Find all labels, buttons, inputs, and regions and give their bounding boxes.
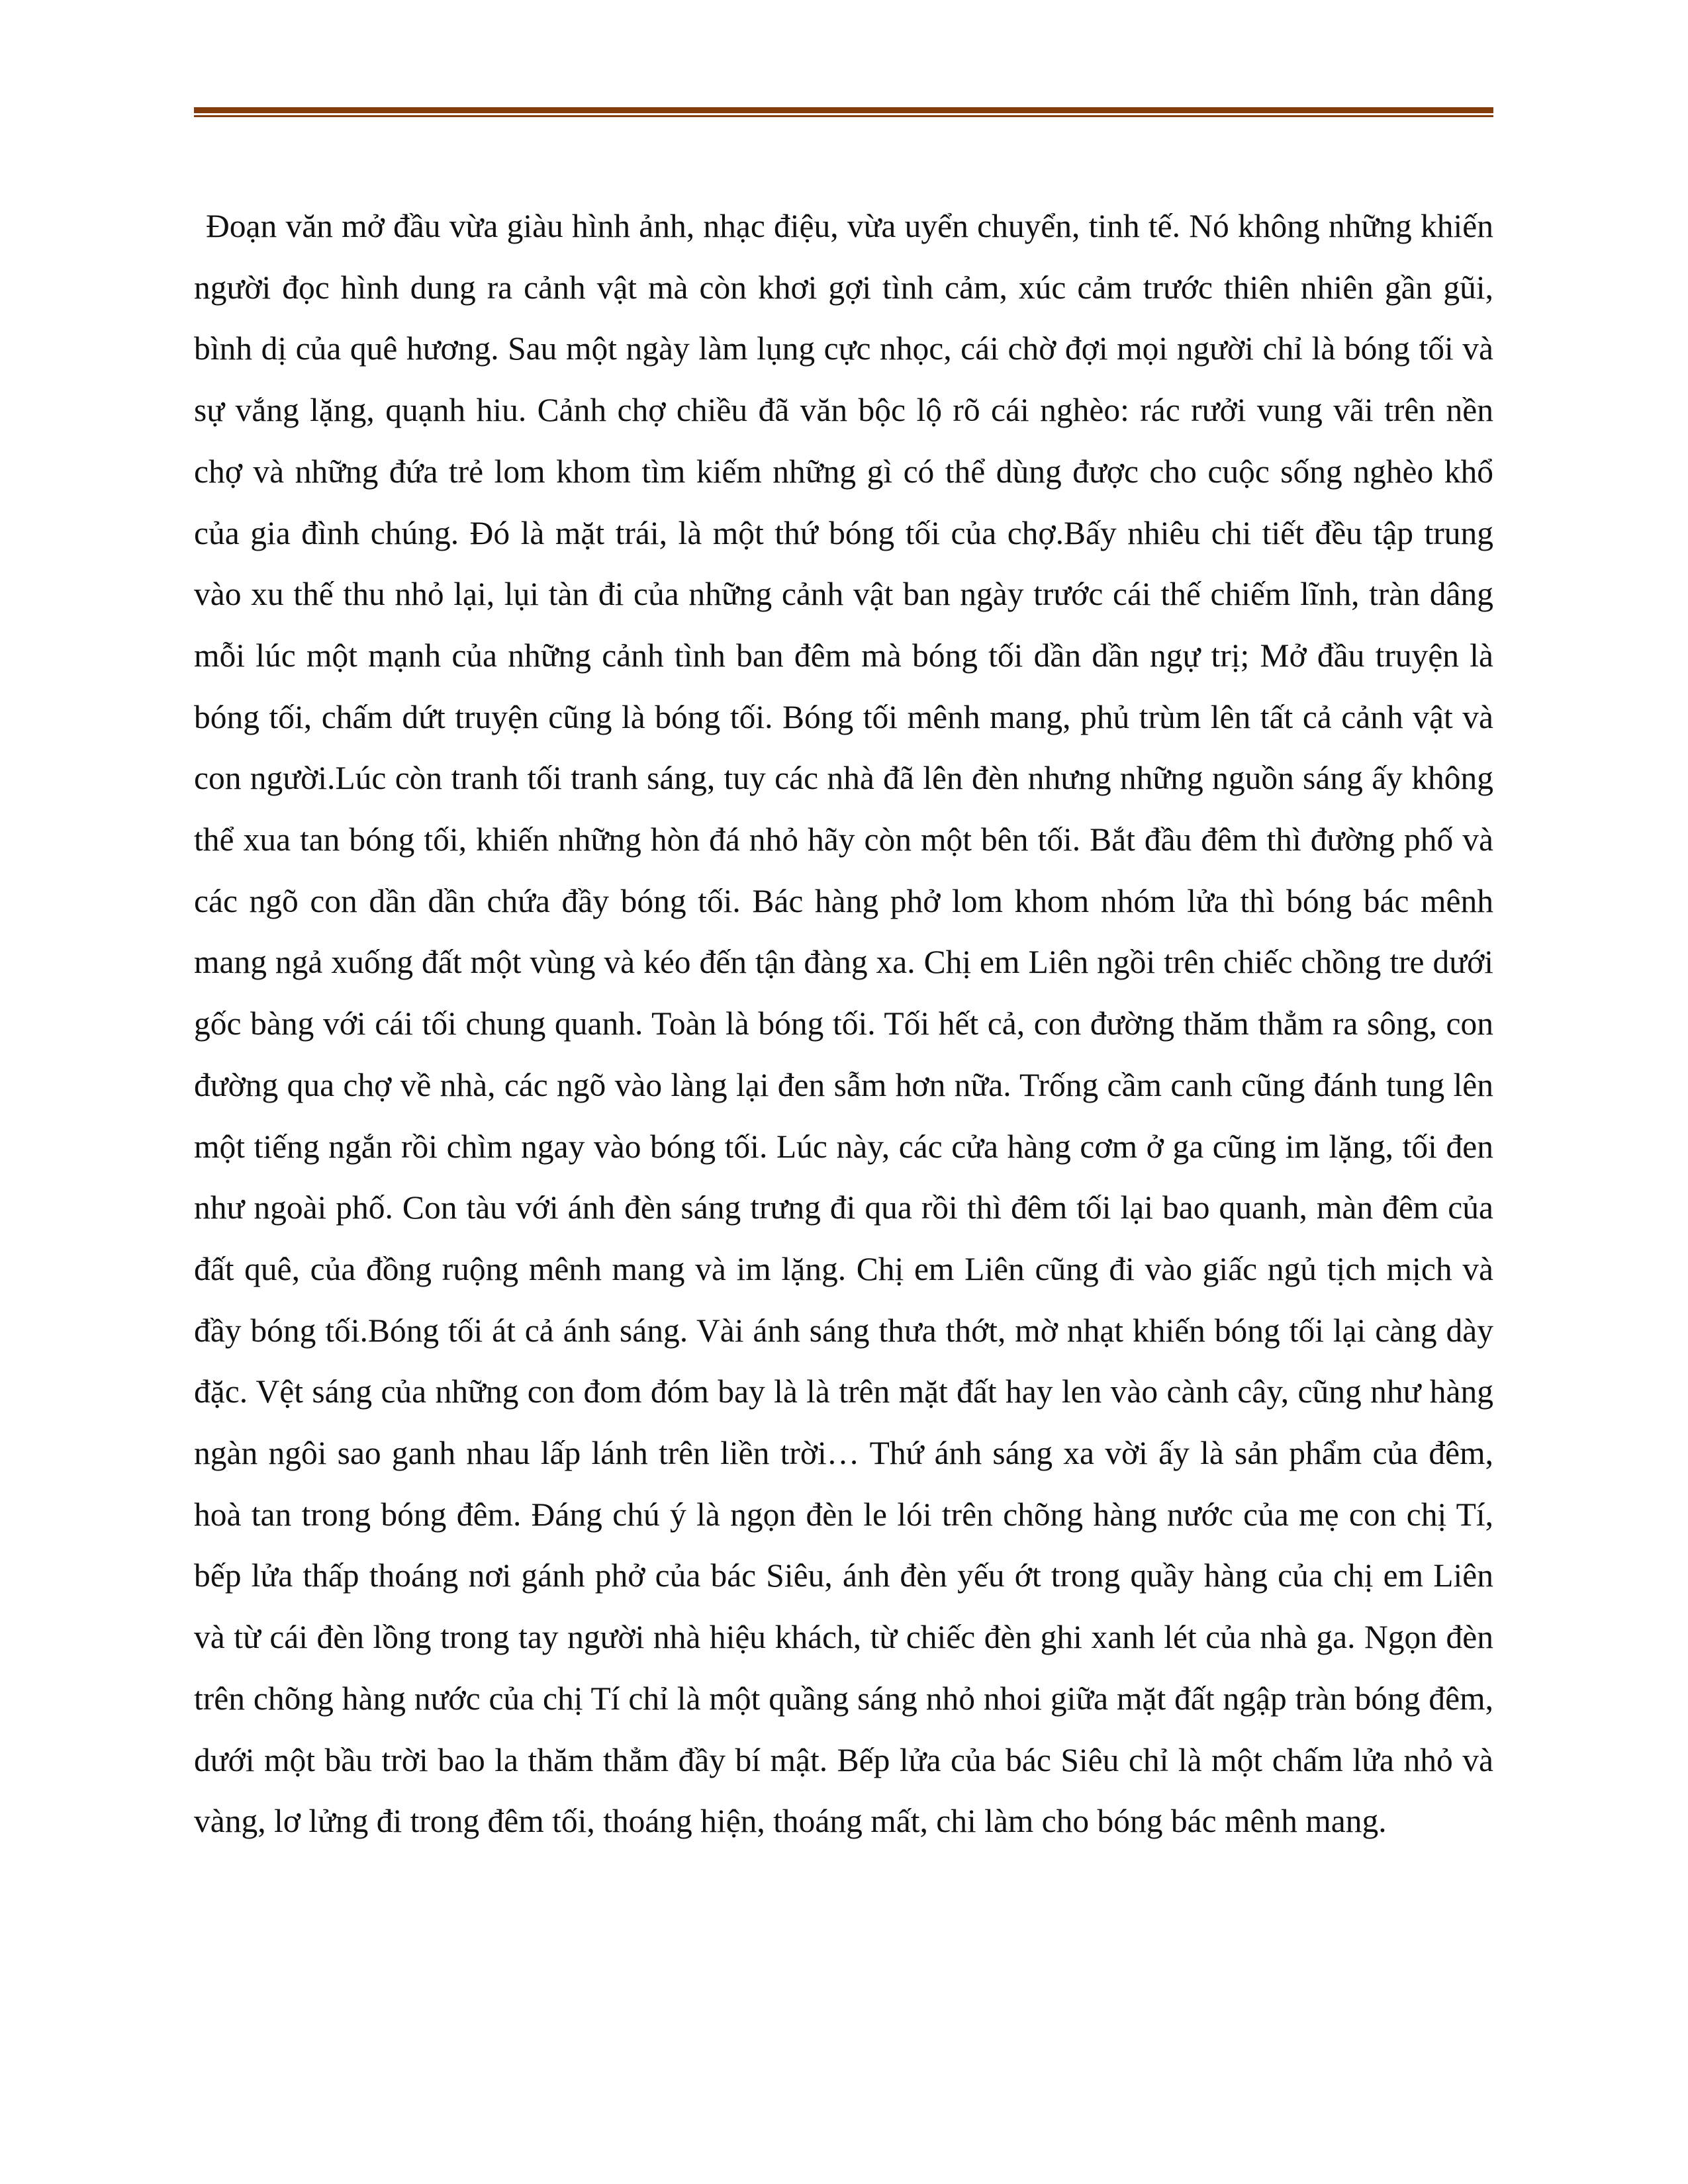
body-paragraph: Đoạn văn mở đầu vừa giàu hình ảnh, nhạc điệu, vừa uyển chuyển, tinh tế. Nó không những khiến người đọc hình dung ra cảnh vật mà còn khơi gợi tình cảm, xúc cảm trước thiên nhiên gần gũi, bình dị của quê hương. Sau một ngày làm lụng cực nhọc, cái chờ đợi mọi người chỉ là bóng tối và sự vắng lặng, quạnh hiu. Cảnh chợ chiều đã văn bộc lộ rõ cái nghèo: rác rưởi vung vãi trên nền chợ và những đứa trẻ lom khom tìm kiếm những gì có thể dùng được cho cuộc sống nghèo khổ của gia đình chúng. Đó là mặt trái, là một thứ bóng tối của chợ.Bấy nhiêu chi tiết đều tập trung vào xu thế thu nhỏ lại, lụi tàn đi của những cảnh vật ban ngày trước cái thế chiếm lĩnh, tràn dâng mỗi lúc một mạnh của những cảnh tình ban đêm mà bóng tối dần dần ngự trị; Mở đầu truyện là bóng tối, chấm dứt truyện cũng là bóng tối. Bóng tối mênh mang, phủ trùm lên tất cả cảnh vật và con người.Lúc còn tranh tối tranh sáng, tuy các nhà đã lên đèn nhưng những nguồn sáng ấy không thể xua tan bóng tối, khiến những hòn đá nhỏ hãy còn một bên tối. Bắt đầu đêm thì đường phố và các ngõ con dần dần chứa đầy bóng tối. Bác hàng phở lom khom nhóm lửa thì bóng bác mênh mang ngả xuống đất một vùng và kéo đến tận đàng xa. Chị em Liên ngồi trên chiếc chồng tre dưới gốc bàng với cái tối chung quanh. Toàn là bóng tối. Tối hết cả, con đường thăm thẳm ra sông, con đường qua chợ về nhà, các ngõ vào làng lại đen sẫm hơn nữa. Trống cầm canh cũng đánh tung lên một tiếng ngắn rồi chìm ngay vào bóng tối. Lúc này, các cửa hàng cơm ở ga cũng im lặng, tối đen như ngoài phố. Con tàu với ánh đèn sáng trưng đi qua rồi thì đêm tối lại bao quanh, màn đêm của đất quê, của đồng ruộng mênh mang và im lặng. Chị em Liên cũng đi vào giấc ngủ tịch mịch và đầy bóng tối.Bóng tối át cả ánh sáng. Vài ánh sáng thưa thớt, mờ nhạt khiến bóng tối lại càng dày đặc. Vệt sáng của những con đom đóm bay là là trên mặt đất hay len vào cành cây, cũng như hàng ngàn ngôi sao ganh nhau lấp lánh trên liền trời… Thứ ánh sáng xa vời ấy là sản phẩm của đêm, hoà tan trong bóng đêm. Đáng chú ý là ngọn đèn le lói trên chõng hàng nước của mẹ con chị Tí, bếp lửa thấp thoáng nơi gánh phở của bác Siêu, ánh đèn yếu ớt trong quầy hàng của chị em Liên và từ cái đèn lồng trong tay người nhà hiệu khách, từ chiếc đèn ghi xanh lét của nhà ga. Ngọn đèn trên chõng hàng nước của chị Tí chỉ là một quầng sáng nhỏ nhoi giữa mặt đất ngập tràn bóng đêm, dưới một bầu trời bao la thăm thẳm đầy bí mật. Bếp lửa của bác Siêu chỉ là một chấm lửa nhỏ và vàng, lơ lửng đi trong đêm tối, thoáng hiện, thoáng mất, chi làm cho bóng bác mênh mang. bbox=[194, 208, 1493, 1840]
header-rule bbox=[194, 107, 1493, 117]
header-rule-thin-line bbox=[194, 115, 1493, 117]
header-rule-thick-line bbox=[194, 107, 1493, 113]
